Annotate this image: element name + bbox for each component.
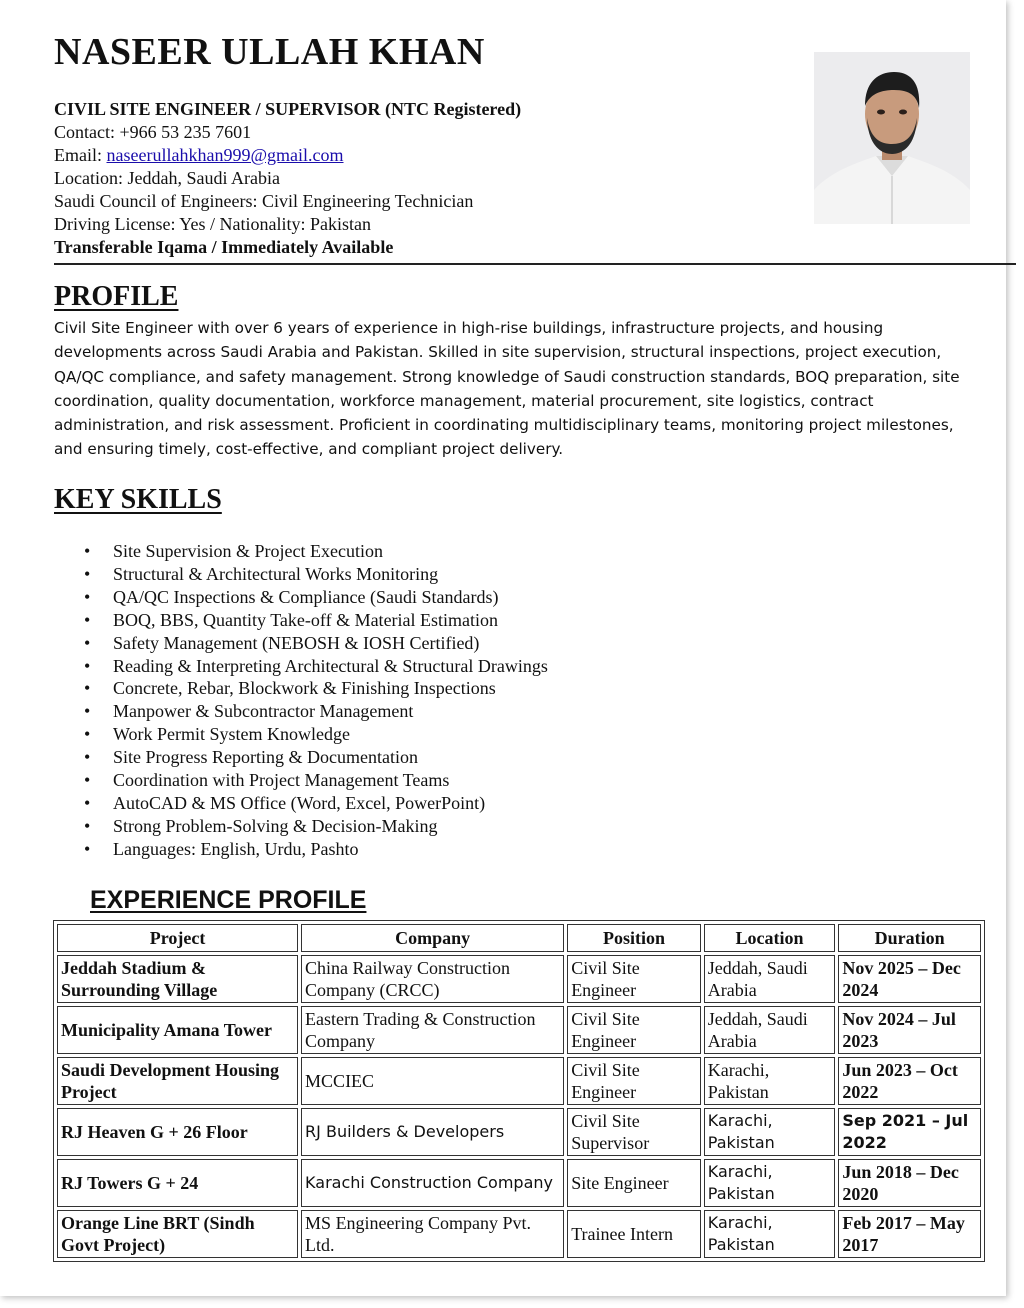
- availability-status: Transferable Iqama / Immediately Available: [54, 237, 394, 257]
- skill-item: • Site Supervision & Project Execution: [84, 540, 548, 563]
- skill-item: • Structural & Architectural Works Monitoring: [84, 563, 548, 586]
- table-row: [57, 1057, 981, 1105]
- skills-list: [84, 540, 548, 861]
- cell-company: MS Engineering Company Pvt. Ltd.: [301, 1210, 564, 1258]
- skill-item: • Safety Management (NEBOSH & IOSH Certified): [84, 632, 548, 655]
- column-header-position: Position: [567, 924, 701, 952]
- cell-company: China Railway Construction Company (CRCC): [301, 955, 564, 1003]
- cell-company: MCCIEC: [301, 1057, 564, 1105]
- profile-heading: PROFILE: [54, 281, 179, 312]
- skill-item: • Concrete, Rebar, Blockwork & Finishing Inspections: [84, 677, 548, 700]
- skill-item: • AutoCAD & MS Office (Word, Excel, PowerPoint): [84, 792, 548, 815]
- cell-location: Karachi, Pakistan: [704, 1057, 836, 1105]
- cell-location: Karachi, Pakistan: [704, 1210, 836, 1258]
- skill-item: • Reading & Interpreting Architectural & Structural Drawings: [84, 655, 548, 678]
- contact-block: [54, 98, 521, 259]
- contact-email-line: [54, 144, 521, 167]
- job-title: CIVIL SITE ENGINEER / SUPERVISOR (NTC Registered): [54, 99, 522, 119]
- cell-duration: Sep 2021 – Jul 2022: [838, 1108, 981, 1156]
- cell-company: Eastern Trading & Construction Company: [301, 1006, 564, 1054]
- column-header-project: Project: [57, 924, 298, 952]
- cell-position: Civil Site Engineer: [567, 955, 701, 1003]
- contact-location: Location: Jeddah, Saudi Arabia: [54, 168, 280, 188]
- cell-project: RJ Towers G + 24: [57, 1159, 298, 1207]
- cell-project: Jeddah Stadium & Surrounding Village: [57, 955, 298, 1003]
- cell-duration: Feb 2017 – May 2017: [838, 1210, 981, 1258]
- cell-position: Site Engineer: [567, 1159, 701, 1207]
- column-header-duration: Duration: [838, 924, 981, 952]
- header-divider: [54, 263, 1016, 265]
- table-row: [57, 1210, 981, 1258]
- cell-position: Civil Site Engineer: [567, 1006, 701, 1054]
- table-row: [57, 1108, 981, 1156]
- cell-project: Saudi Development Housing Project: [57, 1057, 298, 1105]
- cell-company: RJ Builders & Developers: [301, 1108, 564, 1156]
- skill-item: • Manpower & Subcontractor Management: [84, 700, 548, 723]
- cell-company: Karachi Construction Company: [301, 1159, 564, 1207]
- profile-summary: Civil Site Engineer with over 6 years of experience in high-rise buildings, infrastructure projects, and housing developments across Saudi Arabia and Pakistan. Skilled in site supervision, structural inspections, project execution, QA/QC compliance, and safety management. Strong knowledge of Saudi construction standards, BOQ preparation, site coordination, quality documentation, workforce management, material procurement, site logistics, contract administration, and risk assessment. Proficient in coordinating multidisciplinary teams, monitoring project milestones, and ensuring timely, cost-effective, and compliant project delivery.: [54, 319, 960, 459]
- cell-location: Jeddah, Saudi Arabia: [704, 1006, 836, 1054]
- cell-location: Karachi, Pakistan: [704, 1159, 836, 1207]
- table-header-row: [57, 924, 981, 952]
- cell-duration: Nov 2024 – Jul 2023: [838, 1006, 981, 1054]
- cell-project: Municipality Amana Tower: [57, 1006, 298, 1054]
- table-row: [57, 1006, 981, 1054]
- column-header-location: Location: [704, 924, 836, 952]
- contact-phone: Contact: +966 53 235 7601: [54, 122, 252, 142]
- cell-duration: Nov 2025 – Dec 2024: [838, 955, 981, 1003]
- cell-duration: Jun 2023 – Oct 2022: [838, 1057, 981, 1105]
- skill-item: • Languages: English, Urdu, Pashto: [84, 838, 548, 861]
- experience-table: [53, 920, 985, 1262]
- license-nationality: Driving License: Yes / Nationality: Pakistan: [54, 214, 371, 234]
- profile-photo: [814, 52, 970, 224]
- skills-heading: KEY SKILLS: [54, 484, 222, 515]
- cell-project: RJ Heaven G + 26 Floor: [57, 1108, 298, 1156]
- cell-position: Civil Site Supervisor: [567, 1108, 701, 1156]
- cell-position: Trainee Intern: [567, 1210, 701, 1258]
- council-registration: Saudi Council of Engineers: Civil Engineering Technician: [54, 191, 474, 211]
- skill-item: • Work Permit System Knowledge: [84, 723, 548, 746]
- table-row: [57, 955, 981, 1003]
- candidate-name: NASEER ULLAH KHAN: [54, 31, 485, 73]
- cell-position: Civil Site Engineer: [567, 1057, 701, 1105]
- email-label: Email:: [54, 145, 107, 165]
- table-row: [57, 1159, 981, 1207]
- cell-duration: Jun 2018 – Dec 2020: [838, 1159, 981, 1207]
- person-portrait-icon: [814, 52, 970, 224]
- experience-heading: EXPERIENCE PROFILE: [90, 886, 367, 914]
- skill-item: • BOQ, BBS, Quantity Take-off & Material Estimation: [84, 609, 548, 632]
- column-header-company: Company: [301, 924, 564, 952]
- skill-item: • Coordination with Project Management Teams: [84, 769, 548, 792]
- skill-item: • Site Progress Reporting & Documentation: [84, 746, 548, 769]
- cell-project: Orange Line BRT (Sindh Govt Project): [57, 1210, 298, 1258]
- email-link[interactable]: naseerullahkhan999@gmail.com: [106, 145, 344, 165]
- cell-location: Jeddah, Saudi Arabia: [704, 955, 836, 1003]
- skill-item: • Strong Problem-Solving & Decision-Making: [84, 815, 548, 838]
- skill-item: • QA/QC Inspections & Compliance (Saudi Standards): [84, 586, 548, 609]
- cell-location: Karachi, Pakistan: [704, 1108, 836, 1156]
